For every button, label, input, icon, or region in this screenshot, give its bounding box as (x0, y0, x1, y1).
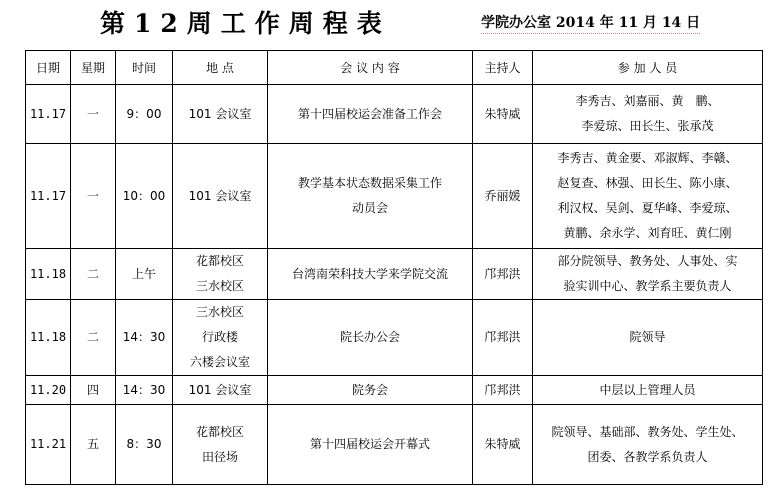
participants-cell (533, 249, 763, 300)
weekday-cell: 二 (71, 249, 116, 300)
place-line: 行政楼 (201, 330, 238, 344)
issuer-date: 学院办公室 2014 年 11 月 14 日 (481, 12, 700, 34)
participants-line: 中层以上管理人员 (599, 382, 696, 397)
topic-line: 动员会 (351, 201, 388, 215)
date-cell: 11.20 (26, 376, 71, 405)
place-line: 六楼会议室 (189, 355, 250, 369)
place-line: 101 会议室 (188, 188, 252, 203)
topic-line: 教学基本状态数据采集工作 (297, 176, 442, 190)
topic-cell (268, 300, 473, 376)
time-cell: 10：00 (116, 144, 173, 249)
weekday-cell: 四 (71, 376, 116, 405)
table-row (26, 144, 763, 249)
place-line: 田径场 (201, 449, 238, 464)
participants-line: 李爱琼、田长生、张承茂 (581, 119, 714, 133)
participants-cell (533, 300, 763, 376)
col-header-place: 地 点 (173, 51, 268, 85)
col-header-host: 主持人 (473, 51, 533, 85)
col-header-participants: 参 加 人 员 (533, 51, 763, 85)
topic-cell (268, 85, 473, 144)
host-cell: 朱特威 (473, 85, 533, 144)
topic-cell (268, 405, 473, 485)
date-cell: 11.18 (26, 300, 71, 376)
host-cell: 邝邦洪 (473, 249, 533, 300)
date-cell: 11.21 (26, 405, 71, 485)
weekday-cell: 一 (71, 85, 116, 144)
participants-line: 团委、各教学系负责人 (587, 449, 708, 464)
topic-line: 院长办公会 (339, 330, 400, 344)
participants-line: 李秀吉、黄金要、邓淑辉、李赣、 (557, 151, 738, 165)
header-row (26, 51, 763, 85)
place-line: 花都校区 (195, 424, 244, 439)
time-cell: 上午 (116, 249, 173, 300)
table-row (26, 300, 763, 376)
host-cell: 邝邦洪 (473, 376, 533, 405)
place-cell (173, 376, 268, 405)
table-row (26, 85, 763, 144)
col-header-topic: 会 议 内 容 (268, 51, 473, 85)
weekday-cell: 一 (71, 144, 116, 249)
topic-cell (268, 144, 473, 249)
col-header-weekday: 星期 (71, 51, 116, 85)
place-cell (173, 85, 268, 144)
participants-line: 验实训中心、教学系主要负责人 (563, 279, 732, 293)
participants-cell (533, 85, 763, 144)
participants-cell (533, 405, 763, 485)
participants-line: 赵复查、林强、田长生、陈小康、 (557, 176, 738, 190)
place-line: 三水校区 (195, 305, 244, 319)
date-cell: 11.17 (26, 144, 71, 249)
participants-cell (533, 376, 763, 405)
time-cell: 9：00 (116, 85, 173, 144)
weekday-cell: 五 (71, 405, 116, 485)
host-cell: 乔丽媛 (473, 144, 533, 249)
place-line: 101 会议室 (188, 382, 252, 397)
participants-line: 黄鹏、余永学、刘育旺、黄仁刚 (563, 226, 732, 240)
place-line: 101 会议室 (188, 106, 252, 121)
table-row (26, 249, 763, 300)
date-cell: 11.17 (26, 85, 71, 144)
schedule-table (25, 50, 763, 485)
page-title: 第12周工作周程表 (100, 9, 391, 38)
col-header-date: 日期 (26, 51, 71, 85)
participants-line: 利汉权、吴剑、夏华峰、李爱琼、 (557, 201, 738, 215)
host-cell: 邝邦洪 (473, 300, 533, 376)
place-cell (173, 300, 268, 376)
date-cell: 11.18 (26, 249, 71, 300)
topic-cell (268, 249, 473, 300)
place-cell (173, 405, 268, 485)
topic-cell (268, 376, 473, 405)
host-cell: 朱特威 (473, 405, 533, 485)
weekday-cell: 二 (71, 300, 116, 376)
participants-line: 李秀吉、刘嘉丽、黄 鹏、 (575, 94, 720, 108)
place-line: 花都校区 (195, 254, 244, 268)
topic-line: 第十四届校运会开幕式 (309, 437, 430, 451)
time-cell: 8：30 (116, 405, 173, 485)
participants-cell (533, 144, 763, 249)
participants-line: 院领导、基础部、教务处、学生处、 (551, 424, 744, 439)
topic-line: 院务会 (351, 382, 388, 397)
place-cell (173, 249, 268, 300)
participants-line: 院领导 (629, 330, 666, 344)
table-row (26, 376, 763, 405)
participants-line: 部分院领导、教务处、人事处、实 (557, 254, 738, 268)
header (0, 0, 781, 48)
topic-line: 第十四届校运会准备工作会 (297, 106, 442, 121)
place-cell (173, 144, 268, 249)
table-row (26, 405, 763, 485)
time-cell: 14：30 (116, 376, 173, 405)
time-cell: 14：30 (116, 300, 173, 376)
col-header-time: 时间 (116, 51, 173, 85)
topic-line: 台湾南荣科技大学来学院交流 (291, 266, 448, 281)
place-line: 三水校区 (195, 279, 244, 293)
